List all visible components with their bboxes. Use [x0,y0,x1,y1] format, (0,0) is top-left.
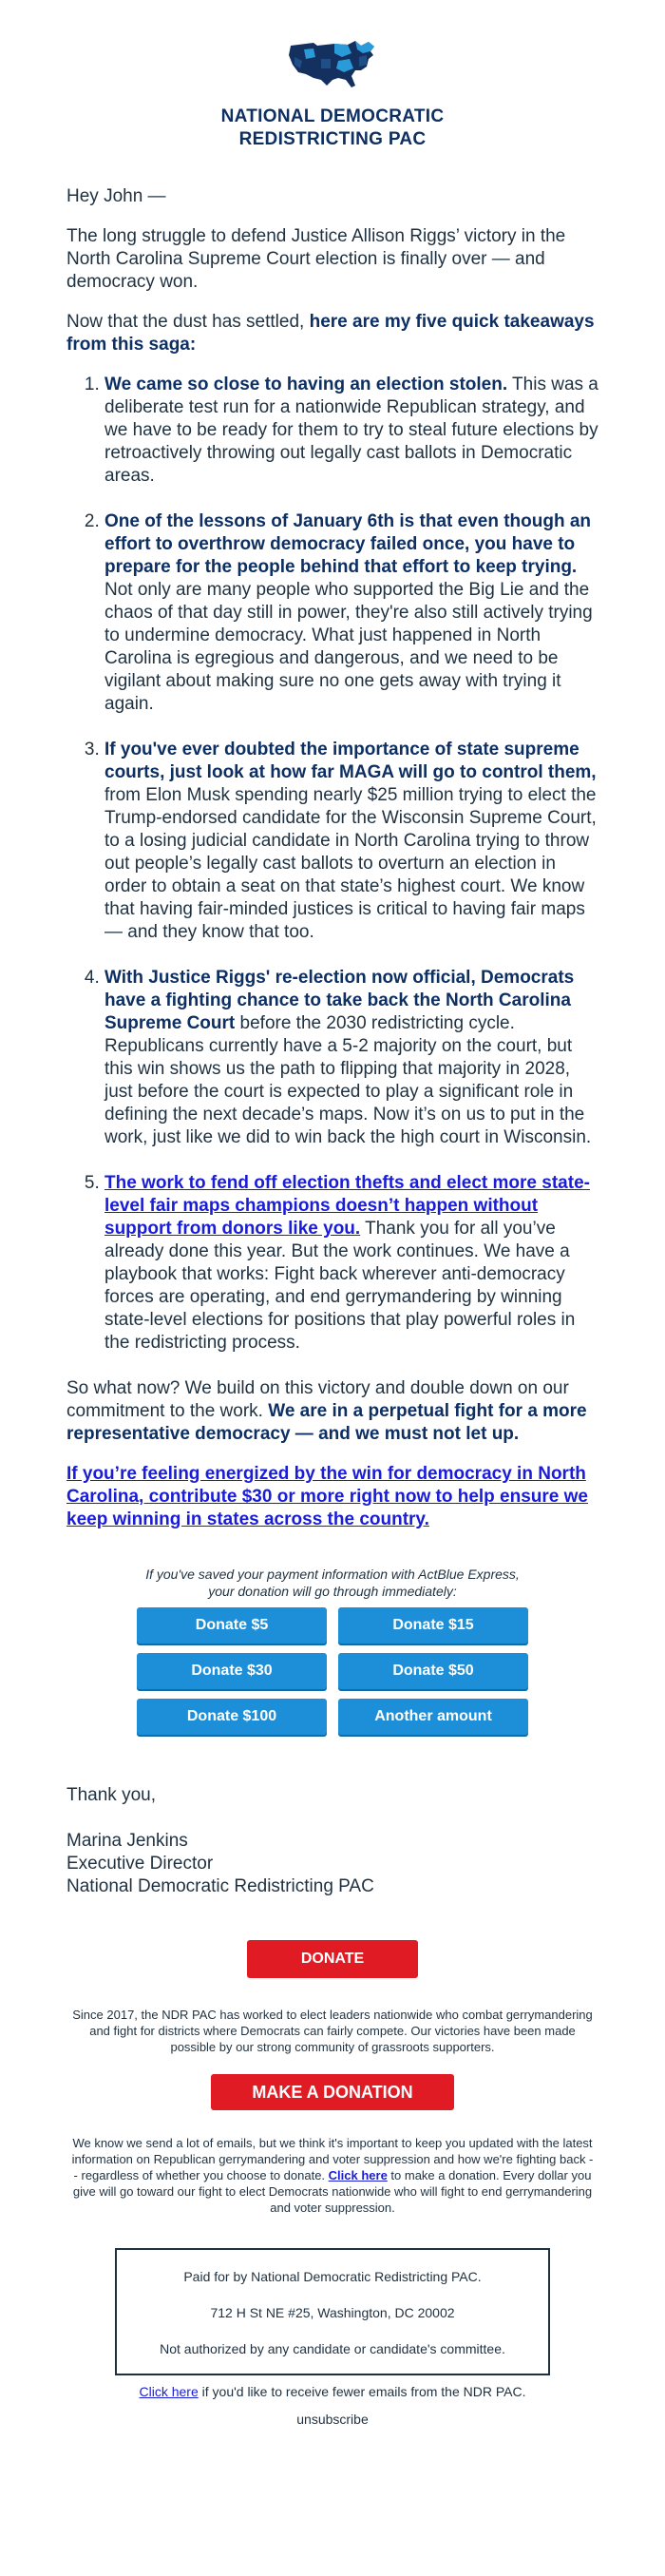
paid-for-text: Paid for by National Democratic Redistricting PAC. [183,2269,482,2284]
donate-100-button[interactable]: Donate $100 [137,1699,327,1735]
donate-15-button[interactable]: Donate $15 [338,1607,528,1644]
unsubscribe-link[interactable]: unsubscribe [296,2412,369,2427]
donor-support-link[interactable]: The work to fend off election thefts and elect more state-level fair maps champions doesn’t happen without support from donors like you. [104,1173,590,1239]
takeaway-bold: We came so close to having an election stolen. [104,375,508,394]
takeaway-text: from Elon Musk spending nearly $25 million trying to elect the Trump-endorsed candidate for the Wisconsin Supreme Court, to a losing judicial candidate in North Carolina trying to throw out people’s legally cast ballots to overturn an election in order to obtain a seat on that state’s highest court. We know that having fair-minded justices is critical to having fair maps — and they know that too. [104,785,597,942]
signer-org: National Democratic Redistricting PAC [66,1876,374,1896]
donate-button-grid [0,1607,665,1735]
takeaway-item [104,374,598,488]
takeaway-text: Thank you for all you’ve already done this year. But the work continues. We have a playbook that works: Fight back wherever anti-democracy forces are operating, and end gerrymandering by winning state-level elections for positions that play powerful roles in the redistricting process. [104,1219,576,1353]
takeaway-item [104,967,598,1149]
donate-30-button[interactable]: Donate $30 [137,1653,327,1689]
takeaway-bold: With Justice Riggs' re-election now official, Democrats have a fighting chance to take back the North Carolina Supreme Court [104,968,575,1033]
signer-title: Executive Director [66,1854,214,1874]
contribute-link[interactable]: If you’re feeling energized by the win for democracy in North Carolina, contribute $30 or more right now to help ensure we keep winning in states across the country. [66,1464,588,1529]
about-text: Since 2017, the NDR PAC has worked to elect leaders nationwide who combat gerrymandering and fight for districts where Democrats can fairly compete. Our victories have been made possible by our strong community of grassroots supporters. [72,2008,593,2054]
so-what-plain: So what now? We build on this victory and double down on our commitment to the work. [66,1378,569,1421]
header [0,0,665,151]
org-name [0,106,665,151]
thanks-text: Thank you, [66,1785,156,1805]
actblue-note: If you've saved your payment information with ActBlue Express, your donation will go through immediately: [145,1567,520,1599]
paid-for-box [115,2248,550,2375]
intro-paragraph: The long struggle to defend Justice Allison Riggs’ victory in the North Carolina Supreme Court election is finally over — and democracy won. [66,226,566,292]
takeaway-item [104,510,598,716]
takeaway-bold: One of the lessons of January 6th is that even though an effort to overthrow democracy failed once, you have to prepare for the people behind that effort to keep trying. [104,511,592,577]
lead-plain: Now that the dust has settled, [66,312,310,332]
lead-paragraph [66,311,598,356]
takeaway-text: Not only are many people who supported the Big Lie and the chaos of that day still in power, they're also still actively trying to undermine democracy. What just happened in North Carolina is egregious and dangerous, and we need to be vigilant about making sure no one gets away with trying it again. [104,580,593,714]
emails-explainer [0,2135,665,2216]
donation-click-here-link[interactable]: Click here [328,2168,388,2182]
so-what-paragraph [66,1377,598,1446]
takeaway-item [104,739,598,944]
donate-50-button[interactable]: Donate $50 [338,1653,528,1689]
email-body [0,185,665,1531]
takeaways-list [104,374,598,1355]
address-text: 712 H St NE #25, Washington, DC 20002 [210,2305,455,2320]
emails-text-after: to make a donation. Every dollar you give will go toward our fight to elect Democrats nationwide who will fight to end gerrymandering and voter suppression. [72,2168,593,2215]
lead-bold: here are my five quick takeaways from this saga: [66,312,595,355]
donate-5-button[interactable]: Donate $5 [137,1607,327,1644]
takeaway-item [104,1172,598,1355]
make-donation-button[interactable]: MAKE A DONATION [211,2074,454,2110]
takeaway-bold: If you've ever doubted the importance of state supreme courts, just look at how far MAGA will go to control them, [104,740,597,782]
signoff [0,1784,665,1898]
org-name-line2: REDISTRICTING PAC [238,129,427,149]
cta-paragraph [66,1463,598,1531]
greeting: Hey John — [66,186,166,206]
fewer-emails-text: if you'd like to receive fewer emails from the NDR PAC. [198,2384,526,2399]
emails-text-before: We know we send a lot of emails, but we think it's important to keep you updated with the latest information on Republican gerrymandering and voter suppression and how we're fighting back -- regardless of whether you choose to donate. [71,2136,594,2182]
donate-other-amount-button[interactable]: Another amount [338,1699,528,1735]
us-map-puzzle-icon [285,38,380,91]
takeaway-text: before the 2030 redistricting cycle. Republicans currently have a 5-2 majority on the court, but this win shows us the path to flipping that majority in 2028, just before the court is expected to play a significant role in defining the next decade’s maps. Now it’s on us to put in the work, just like we did to win back the high court in Wisconsin. [104,1013,592,1147]
fewer-emails-link[interactable]: Click here [139,2384,199,2399]
fewer-emails-line [0,2383,665,2400]
not-authorized-text: Not authorized by any candidate or candidate's committee. [160,2341,505,2356]
org-name-line1: NATIONAL DEMOCRATIC [220,106,445,126]
donate-block [0,1566,665,1735]
donate-button[interactable]: DONATE [247,1940,418,1978]
takeaway-text: This was a deliberate test run for a nationwide Republican strategy, and we have to be ready for them to try to steal future elections by retroactively throwing out legally cast ballots in Democratic areas. [104,375,598,486]
signer-name: Marina Jenkins [66,1831,188,1851]
so-what-bold: We are in a perpetual fight for a more representative democracy — and we must not let up. [66,1401,587,1444]
